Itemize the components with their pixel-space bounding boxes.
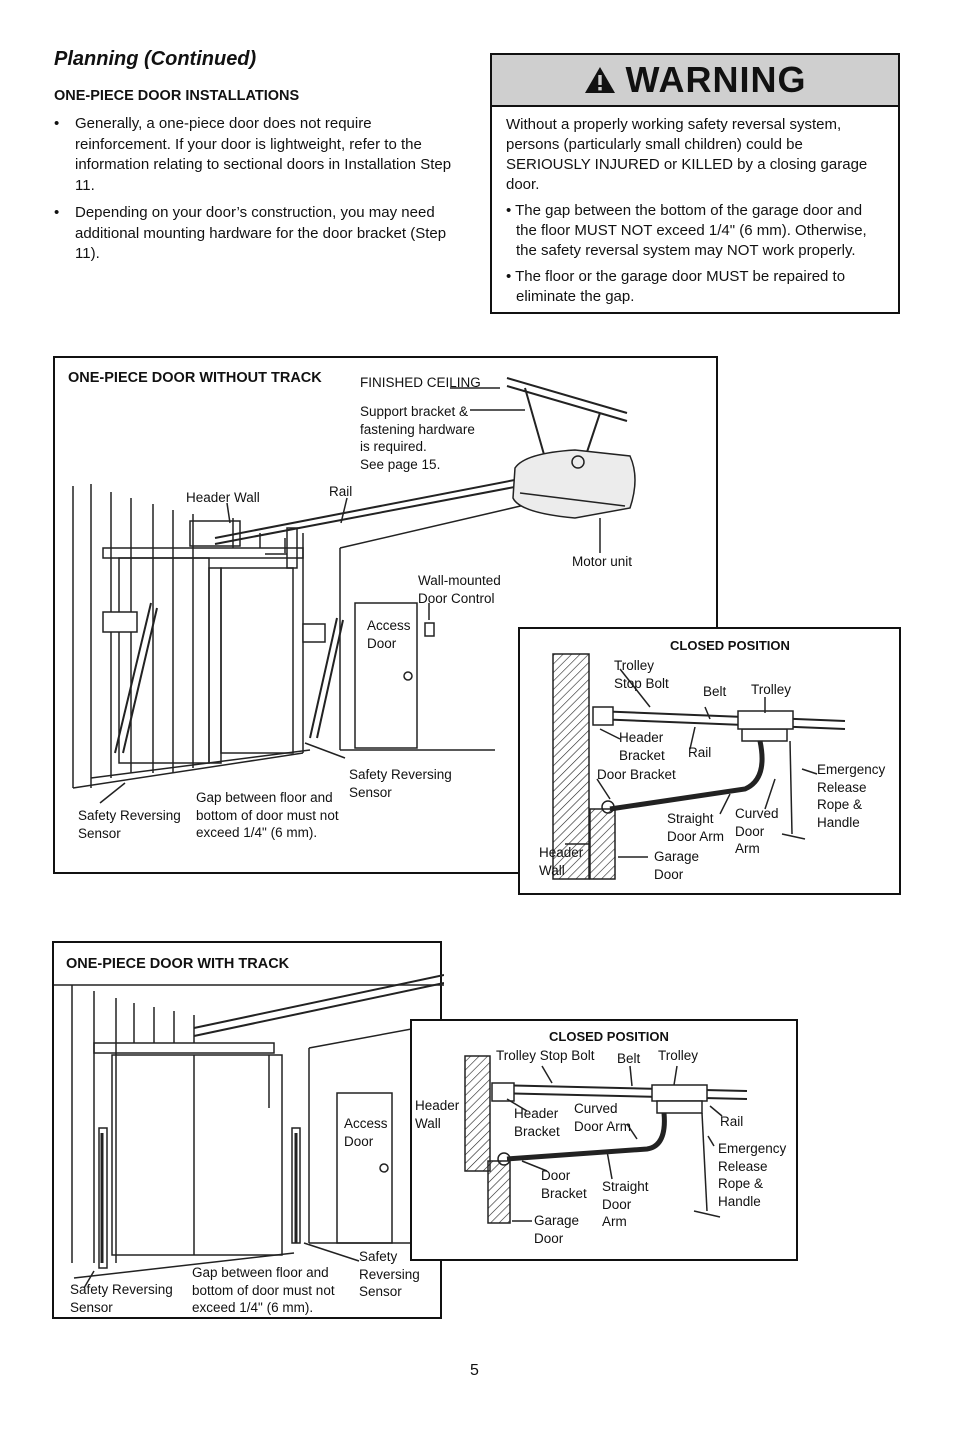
label-support-bracket: Support bracket & fastening hardware is required. See page 15. [360, 404, 475, 472]
label-header-wall: Header Wall [186, 490, 260, 505]
subheading: ONE-PIECE DOOR INSTALLATIONS [54, 88, 300, 104]
label-belt: Belt [617, 1051, 641, 1066]
label-trolley: Trolley [751, 682, 792, 697]
label-curved-door-arm: Curved Door Arm [735, 806, 779, 856]
label-door-bracket: Door Bracket [597, 767, 676, 782]
section-title: Planning (Continued) [54, 48, 257, 70]
label-trolley-stop-bolt: Trolley Stop Bolt [614, 658, 669, 691]
bullet-item: • Depending on your door’s construction, you may need additional mounting hardware for the door bracket (Step 11). [54, 204, 447, 262]
warning-body [492, 107, 898, 307]
label-trolley-stop-bolt: Trolley Stop Bolt [496, 1048, 595, 1063]
label-straight-door-arm: Straight Door Arm [667, 811, 725, 844]
figure-with-track [52, 941, 442, 1319]
warning-box [490, 53, 900, 314]
warning-intro: Without a properly working safety reversal system, persons (particularly small children) could be SERIOUSLY INJURED or KILLED by a closing garage door. [506, 116, 868, 193]
label-gap: Gap between floor and bottom of door must not exceed 1/4" (6 mm). [192, 1265, 335, 1315]
label-access-door: Access Door [367, 618, 411, 651]
label-straight-door-arm: Straight Door Arm [602, 1179, 649, 1229]
label-emergency-release: Emergency Release Rope & Handle [817, 762, 886, 830]
inset-closed-position-1 [518, 627, 901, 895]
inset-title: CLOSED POSITION [549, 1029, 669, 1044]
label-access-door: Access Door [344, 1116, 388, 1149]
label-rail: Rail [329, 484, 353, 499]
label-sensor-left: Safety Reversing Sensor [70, 1282, 173, 1315]
label-motor-unit: Motor unit [572, 554, 633, 569]
label-belt: Belt [703, 684, 727, 699]
label-curved-door-arm: Curved Door Arm [574, 1101, 632, 1134]
label-header-bracket: Header Bracket [514, 1106, 560, 1139]
label-rail: Rail [720, 1114, 744, 1129]
label-gap: Gap between floor and bottom of door must not exceed 1/4" (6 mm). [196, 790, 339, 840]
label-door-control: Wall-mounted Door Control [418, 573, 501, 606]
label-garage-door: Garage Door [534, 1213, 580, 1246]
label-header-wall: Header Wall [415, 1098, 460, 1131]
label-emergency-release: Emergency Release Rope & Handle [718, 1141, 787, 1209]
bullet-list [54, 114, 459, 272]
warning-triangle-icon [584, 65, 616, 95]
label-door-bracket: Door Bracket [541, 1168, 587, 1201]
label-sensor-right: Safety Reversing Sensor [359, 1249, 420, 1299]
page-number: 5 [470, 1362, 479, 1379]
label-header-wall: Header Wall [539, 845, 584, 878]
warning-title: WARNING [625, 59, 807, 100]
label-garage-door: Garage Door [654, 849, 700, 882]
bullet-item: • Generally, a one-piece door does not require reinforcement. If your door is lightweight, refer to the information relating to sectional doors in Installation Step 11. [54, 115, 452, 194]
figure-title: ONE-PIECE DOOR WITH TRACK [66, 956, 290, 972]
inset-title: CLOSED POSITION [670, 638, 790, 653]
figure-title: ONE-PIECE DOOR WITHOUT TRACK [68, 370, 322, 386]
warning-item: • The gap between the bottom of the garage door and the floor MUST NOT exceed 1/4" (6 mm). Otherwise, the safety reversal system may NOT work properly. [506, 202, 867, 259]
label-trolley: Trolley [658, 1048, 699, 1063]
inset-closed-position-2 [410, 1019, 798, 1261]
warning-item: • The floor or the garage door MUST be repaired to eliminate the gap. [506, 268, 846, 305]
label-sensor-left: Safety Reversing Sensor [78, 808, 181, 841]
label-sensor-right: Safety Reversing Sensor [349, 767, 452, 800]
label-header-bracket: Header Bracket [619, 730, 665, 763]
label-rail: Rail [688, 745, 712, 760]
warning-header [492, 55, 898, 107]
label-finished-ceiling: FINISHED CEILING [360, 375, 481, 390]
